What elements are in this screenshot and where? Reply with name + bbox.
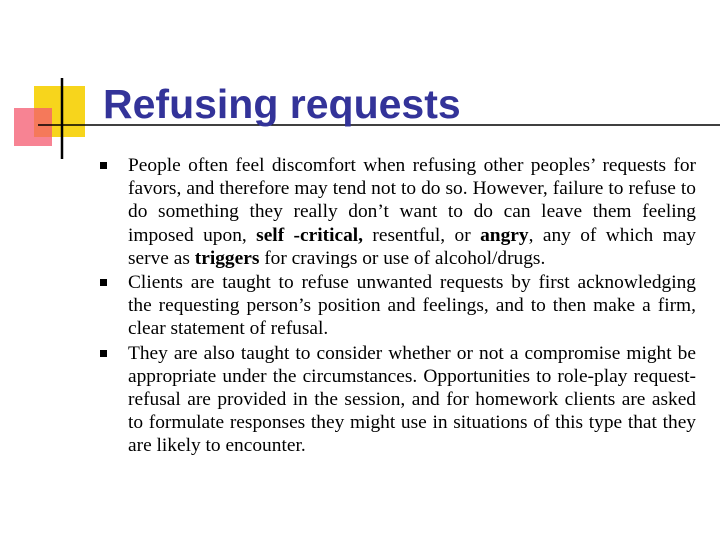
bullet-item (100, 154, 696, 270)
bullet-item (100, 342, 696, 458)
bullet-text: Clients are taught to refuse unwanted requests by first acknowledging the requesting person’s position and feelings, and to then make a firm, clear statement of refusal. (128, 272, 696, 340)
bullet-text: People often feel discomfort when refusing other peoples’ requests for favors, and therefore may tend not to do so. However, failure to refuse to do something they really don’t want to do can leave them feeling imposed upon, (128, 155, 696, 246)
bullet-list (100, 154, 696, 458)
bullet-text: for cravings or use of alcohol/drugs. (259, 247, 546, 269)
bullet-emphasis: angry (480, 224, 529, 246)
bullet-square-icon (100, 279, 107, 286)
bullet-emphasis: triggers (194, 247, 260, 269)
bullet-emphasis: self -critical, (256, 224, 364, 246)
bullet-text: , any of which may serve as (128, 224, 696, 269)
bullet-square-icon (100, 350, 107, 357)
bullet-square-icon (100, 162, 107, 169)
bullet-item (100, 271, 696, 341)
bullet-text: resentful, or (363, 224, 481, 246)
decoration-red-square (14, 108, 52, 146)
bullet-text: They are also taught to consider whether or not a compromise might be appropriate under the circumstances. Opportunities to role-play request-refusal are provided in the session, and for homework clients are asked to formulate responses they might use in situations of this type that they are likely to encounter. (128, 342, 696, 457)
slide-title: Refusing requests (103, 81, 461, 127)
